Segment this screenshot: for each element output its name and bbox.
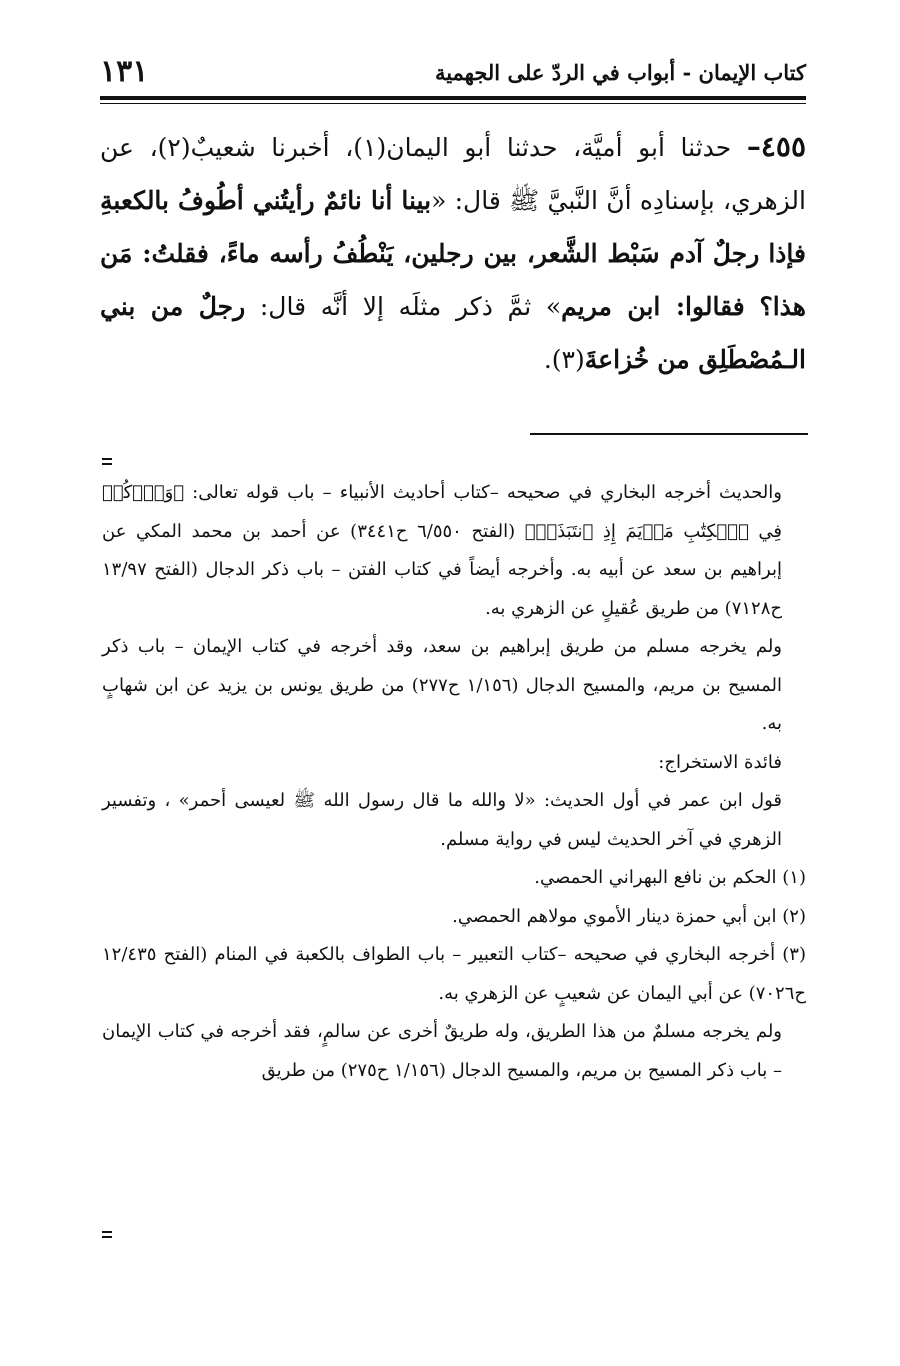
variant-wording-end: خُزاعةَ xyxy=(584,345,650,374)
hadith-number: ٤٥٥ xyxy=(760,130,807,163)
footnote-para-muslim: ولم يخرجه مسلم من طريق إبراهيم بن سعد، وقد أخرجه في كتاب الإيمان – باب ذكر المسيح بن مريم، والمسيح الدجال (١/١٥٦ ح٢٧٧) من طريق يونس بن يزيد عن ابن شهابٍ به. xyxy=(102,636,783,734)
hadith-paragraph xyxy=(100,120,806,386)
header-rule-thick xyxy=(100,96,806,100)
footnote-heading-istikhraj: فائدة الاستخراج: xyxy=(658,751,782,773)
hadith-text xyxy=(100,120,806,386)
hadith-number-dash: – xyxy=(746,130,761,163)
isnad-line: حدثنا أبو أميَّة، حدثنا أبو اليمان(١)، أخبرنا شعيبٌ(٢)، عن xyxy=(100,133,732,162)
running-header xyxy=(100,54,806,92)
header-rule-thin xyxy=(100,103,806,104)
footnote-separator xyxy=(530,433,808,435)
isnad-continuation: الزهري، بإسنادِه أنَّ النَّبيَّ ﷺ قال: « xyxy=(431,186,806,215)
variant-wording: رجلٌ من بني الـمُصْطَلِق من xyxy=(100,292,806,374)
page-number: ١٣١ xyxy=(100,54,149,89)
footnotes xyxy=(102,474,806,1090)
footnote-para-salim: ولم يخرجه مسلمٌ من هذا الطريق، وله طريقٌ أخرى عن سالمٍ، فقد أخرجه في كتاب الإيمان – باب ذكر المسيح بن مريم، والمسيح الدجال (١/١٥٦ ح٢٧٥) من طريق xyxy=(102,1021,782,1081)
matn-start: بينا أنا نائمٌ رأيتُني أطُوفُ بالكعبةِ فإذا xyxy=(100,186,806,268)
matn-end: فقالوا: ابن مريم xyxy=(561,292,745,321)
footnote-3: (٣) أخرجه البخاري في صحيحه –كتاب التعبير – باب الطواف بالكعبة في المنام (الفتح ١٢/٤٣٥ ح٧٠٢٦) عن أبي اليمان عن شعيبٍ عن الزهري به. xyxy=(102,944,806,1004)
running-title: كتاب الإيمان - أبواب في الردّ على الجهمية xyxy=(434,60,806,85)
footnote-para-bukhari: والحديث أخرجه البخاري في صحيحه –كتاب أحاديث الأنبياء – باب قوله تعالى: ﴿وَٱذۡكُرۡ فِي ٱلۡكِتَٰبِ مَرۡيَمَ إِذِ ٱنتَبَذَتۡ﴾ (الفتح ٦/٥٥٠ ح٣٤٤١) عن أحمد بن محمد المكي عن إبراهيم بن سعد عن أبيه به. وأخرجه أيضاً في كتاب الفتن – باب ذكر الدجال (الفتح ١٣/٩٧ ح٧١٢٨) من طريق عُقيلٍ عن الزهري به. xyxy=(102,482,783,619)
continuation-mark-top xyxy=(102,458,112,460)
continuation-mark-top-2 xyxy=(102,463,112,465)
footnote-2: (٢) ابن أبي حمزة دينار الأموي مولاهم الحمصي. xyxy=(452,905,806,927)
continuation-mark-bottom xyxy=(102,1231,112,1233)
narrator-remark: » ثمَّ ذكر مثلَه إلا أنَّه قال: xyxy=(245,292,562,321)
footnote-para-ibn-umar: قول ابن عمر في أول الحديث: «لا والله ما قال رسول الله ﷺ لعيسى أحمر» ، وتفسير الزهري في آخر الحديث ليس في رواية مسلم. xyxy=(102,790,782,850)
matn-middle: رجلٌ آدم سَبْط الشَّعر، بين رجلين، يَنْطُفُ رأسه ماءً، فقلتُ: مَن هذا؟ xyxy=(100,239,806,321)
continuation-mark-bottom-2 xyxy=(102,1236,112,1238)
footnote-ref-3: (٣). xyxy=(543,345,585,374)
footnote-1: (١) الحكم بن نافع البهراني الحمصي. xyxy=(534,867,806,888)
